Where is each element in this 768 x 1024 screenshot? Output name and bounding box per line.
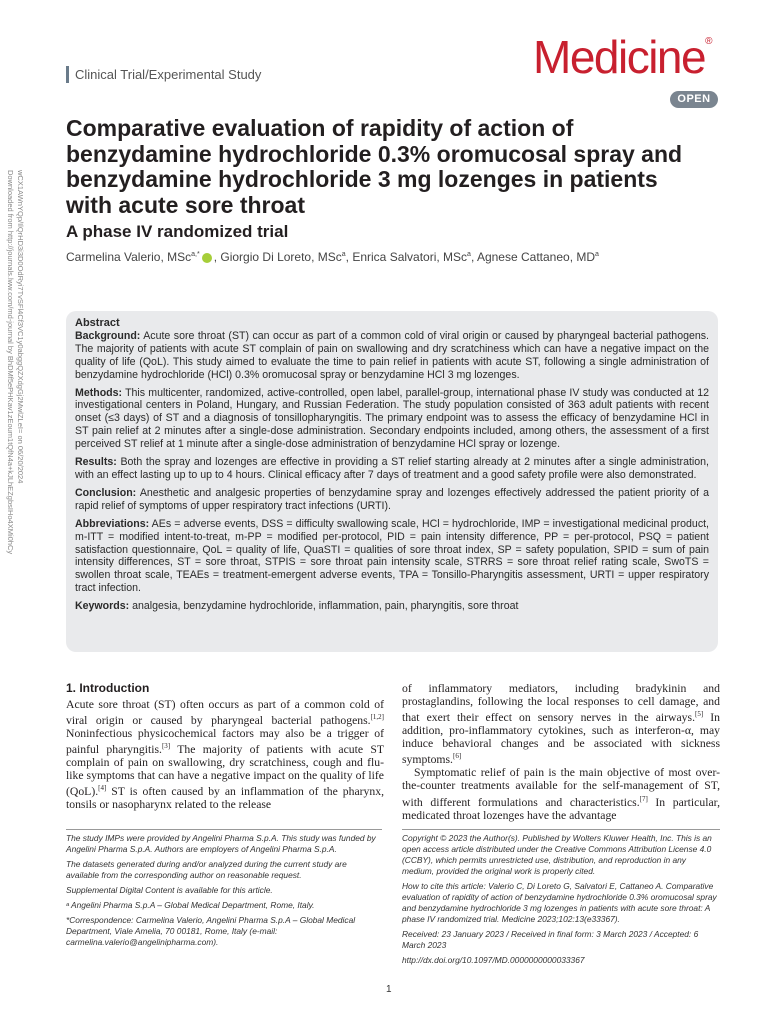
abstract-abbreviations <box>75 518 709 595</box>
intro-paragraph-2 <box>402 766 720 821</box>
author-3-affil: a <box>467 251 471 258</box>
methods-label: Methods: <box>75 386 123 399</box>
article-subtitle: A phase IV randomized trial <box>66 222 289 241</box>
author-1: Carmelina Valerio, MSc <box>66 250 192 264</box>
download-sidebar <box>6 170 36 590</box>
background-text: Acute sore throat (ST) can occur as part of a common cold of viral origin or caused by pharyngeal bacterial pathogens. The majority of patients with acute ST complain of pain on swallowing and dry scratchiness which can have a negative impact on the quality of life (QoL). This study aimed to evaluate the time to pain relief in patients with acute ST, following a single administration of benzydamine hydrochloride (HCl) 0.3% oromucosal spray or benzydamine HCl 3 mg lozenges. <box>75 329 709 381</box>
registered-mark: ® <box>705 36 711 47</box>
abstract-keywords <box>75 600 709 613</box>
citation-ref[interactable]: [5] <box>695 710 704 719</box>
page-number: 1 <box>386 984 392 995</box>
doi-link[interactable]: http://dx.doi.org/10.1097/MD.0000000000033367 <box>402 955 585 965</box>
sidebar-line-2: wCX1AWnYQp/IlQrHD3i3D0OdRyi7TvSFl4Cf3VC1y0abggQZXdgGj2MwlZLeI= on 06/20/2024 <box>16 170 25 484</box>
section-label: Clinical Trial/Experimental Study <box>66 66 261 83</box>
citation-ref[interactable]: [3] <box>161 742 171 751</box>
body-column-left <box>66 698 384 811</box>
results-text: Both the spray and lozenges are effective in providing a ST relief starting already at 2 minutes after a single administration, with an effect lasting up to up to 4 hours. Clinical efficacy after 7 days of treatment and a good safety profile were also demonstrated. <box>75 456 709 481</box>
intro-text-a: Acute sore throat (ST) often occurs as part of a common cold of viral origin or caused by pharyngeal bacterial pathogens. <box>66 698 384 727</box>
conclusion-label: Conclusion: <box>75 486 137 499</box>
abstract-conclusion <box>75 487 709 513</box>
intro-paragraph-1-cont <box>402 682 720 766</box>
abstract-methods <box>75 387 709 452</box>
author-2-affil: a <box>341 251 346 258</box>
footnote-citation: How to cite this article: Valerio C, Di Loreto G, Salvatori E, Cattaneo A. Comparative evaluation of rapidity of action of benzydamine hydrochloride 0.3% oromucosal spray and benzydamine hydrochloride 3 mg lozenges in patients with acute sore throat: A phase IV randomized trial. Medicine 2023;102:13(e33367). <box>402 881 717 924</box>
conclusion-text: Anesthetic and analgesic properties of benzydamine spray and lozenges effectively addressed the patient priority of a rapid relief of symptoms of upper respiratory tract infections (URTI). <box>75 486 709 512</box>
article-title: Comparative evaluation of rapidity of action of benzydamine hydrochloride 0.3% oromucosal spray and benzydamine hydrochloride 3 mg lozenges in patients with acute sore throat <box>66 115 683 218</box>
author-list <box>66 250 599 264</box>
abbreviations-label: Abbreviations: <box>75 517 150 530</box>
footnote-affiliation: ᵃ Angelini Pharma S.p.A – Global Medical Department, Rome, Italy. <box>66 900 315 910</box>
sidebar-line-1: Downloaded from http://journals.lww.com/md-journal by BhDMf5ePHKav1zEoum1tQfN4a+kJLhEZgbsIHo4XMi0hCy <box>6 170 15 555</box>
background-label: Background: <box>75 329 141 342</box>
citation-ref[interactable]: [4] <box>98 784 107 793</box>
citation-ref[interactable]: [1,2] <box>370 713 384 722</box>
footnote-correspondence: *Correspondence: Carmelina Valerio, Angelini Pharma S.p.A – Global Medical Department, Viale Amelia, 70 00181, Rome, Italy (e-mail: carmelina.valerio@angelinipharma.com). <box>66 915 356 947</box>
keywords-text: analgesia, benzydamine hydrochloride, inflammation, pain, pharyngitis, sore throat <box>129 600 519 613</box>
author-4-affil: a <box>595 251 599 258</box>
intro-text-g: Symptomatic relief of pain is the main objective of most over-the-counter treatments available for the self-management of ST, with different formulations and characteristics. <box>402 766 720 809</box>
abstract-results <box>75 456 709 482</box>
intro-text-d: ST is often caused by an inflammation of the pharynx, tonsils or nasopharynx related to the release <box>66 785 384 812</box>
open-access-badge: OPEN <box>670 91 718 108</box>
abstract-box <box>66 311 718 652</box>
footnotes-left <box>66 833 382 952</box>
author-2: , Giorgio Di Loreto, MSc <box>213 250 342 264</box>
footnote-copyright: Copyright © 2023 the Author(s). Published by Wolters Kluwer Health, Inc. This is an open access article distributed under the Creative Commons Attribution License 4.0 (CCBY), which permits unrestricted use, distribution, and reproduction in any medium, provided the original work is properly cited. <box>402 833 712 876</box>
footnote-data: The datasets generated during and/or analyzed during the current study are available from the corresponding author on reasonable request. <box>66 859 347 880</box>
results-label: Results: <box>75 456 117 469</box>
orcid-icon[interactable] <box>202 253 212 263</box>
author-4: , Agnese Cattaneo, MD <box>470 250 596 264</box>
intro-text-b: Noninfectious physicochemical factors may also be a trigger of painful pharyngitis. <box>66 727 384 757</box>
footnotes-right <box>402 833 720 970</box>
abbreviations-text: AEs = adverse events, DSS = difficulty swallowing scale, HCl = hydrochloride, IMP = investigational medicinal product, m-ITT = modified intent-to-treat, m-PP = modified per-protocol, PID = pain intensity difference, PP = per-protocol, PSQ = patient satisfaction questionnaire, QoL = quality of life, QuaSTI = qualities of sore throat index, SP = safety population, SPID = sum of pain intensity differences, ST = sore throat, STPIS = sore throat pain intensity scale, STRRS = sore throat relief rating scale, SwoTS = swollen throat scale, TEAEs = treatment-emergent adverse events, TPA = Tonsillo-Pharyngitis assessment, URTI = upper respiratory tract infection. <box>75 517 709 595</box>
citation-ref[interactable]: [7] <box>639 794 648 803</box>
intro-text-f: In addition, pro-inflammatory cytokines, such as interferon-α, may induce behavioral changes and be associated with sickness symptoms. <box>402 711 720 767</box>
footnote-supplemental: Supplemental Digital Content is available for this article. <box>66 885 273 895</box>
body-column-right <box>402 682 720 822</box>
footnote-dates: Received: 23 January 2023 / Received in final form: 3 March 2023 / Accepted: 6 March 2023 <box>402 929 699 950</box>
intro-paragraph-1 <box>66 698 384 811</box>
footnote-funding: The study IMPs were provided by Angelini Pharma S.p.A. This study was funded by Angelini Pharma S.p.A. Authors are employers of Angelini Pharma S.p.A. <box>66 833 376 854</box>
author-3: , Enrica Salvatori, MSc <box>345 250 468 264</box>
keywords-label: Keywords: <box>75 600 130 613</box>
intro-text-e: of inflammatory mediators, including bradykinin and prostaglandins, following the local responses to cell damage, and that exert their effect on sensory nerves in the airways. <box>402 682 720 725</box>
footnote-divider-right <box>402 829 720 830</box>
abstract-background <box>75 330 709 382</box>
intro-text-c: The majority of patients with acute ST complain of pain on swallowing, dry scratchiness, cough and flu-like symptoms that can have a negative impact on the quality of life (QoL). <box>66 743 385 799</box>
author-1-affil: a,* <box>191 251 200 258</box>
abstract-heading: Abstract <box>75 317 120 329</box>
intro-heading: 1. Introduction <box>66 681 150 695</box>
citation-ref[interactable]: [6] <box>452 752 462 761</box>
intro-text-h: In particular, medicated throat lozenges have the advantage <box>402 795 720 822</box>
footnote-divider-left <box>66 829 382 830</box>
journal-logo <box>533 30 711 84</box>
methods-text: This multicenter, randomized, active-controlled, open label, parallel-group, international phase IV study was conducted at 12 investigational centers in Poland, Hungary, and Russian Federation. The study population consisted of 363 adult patients with recent onset (≤3 days) of ST and a diagnosis of tonsillopharyngitis. The primary endpoint was to assess the efficacy of benzydamine HCl in ST pain relief at 2 minutes after a single-dose administration. Secondary endpoints included, among others, the assessment of a first perceived ST relief at 1 minute after a single-dose administration of benzydamine HCl spray or lozenge. <box>75 386 709 451</box>
journal-name: Medicine <box>533 31 706 83</box>
